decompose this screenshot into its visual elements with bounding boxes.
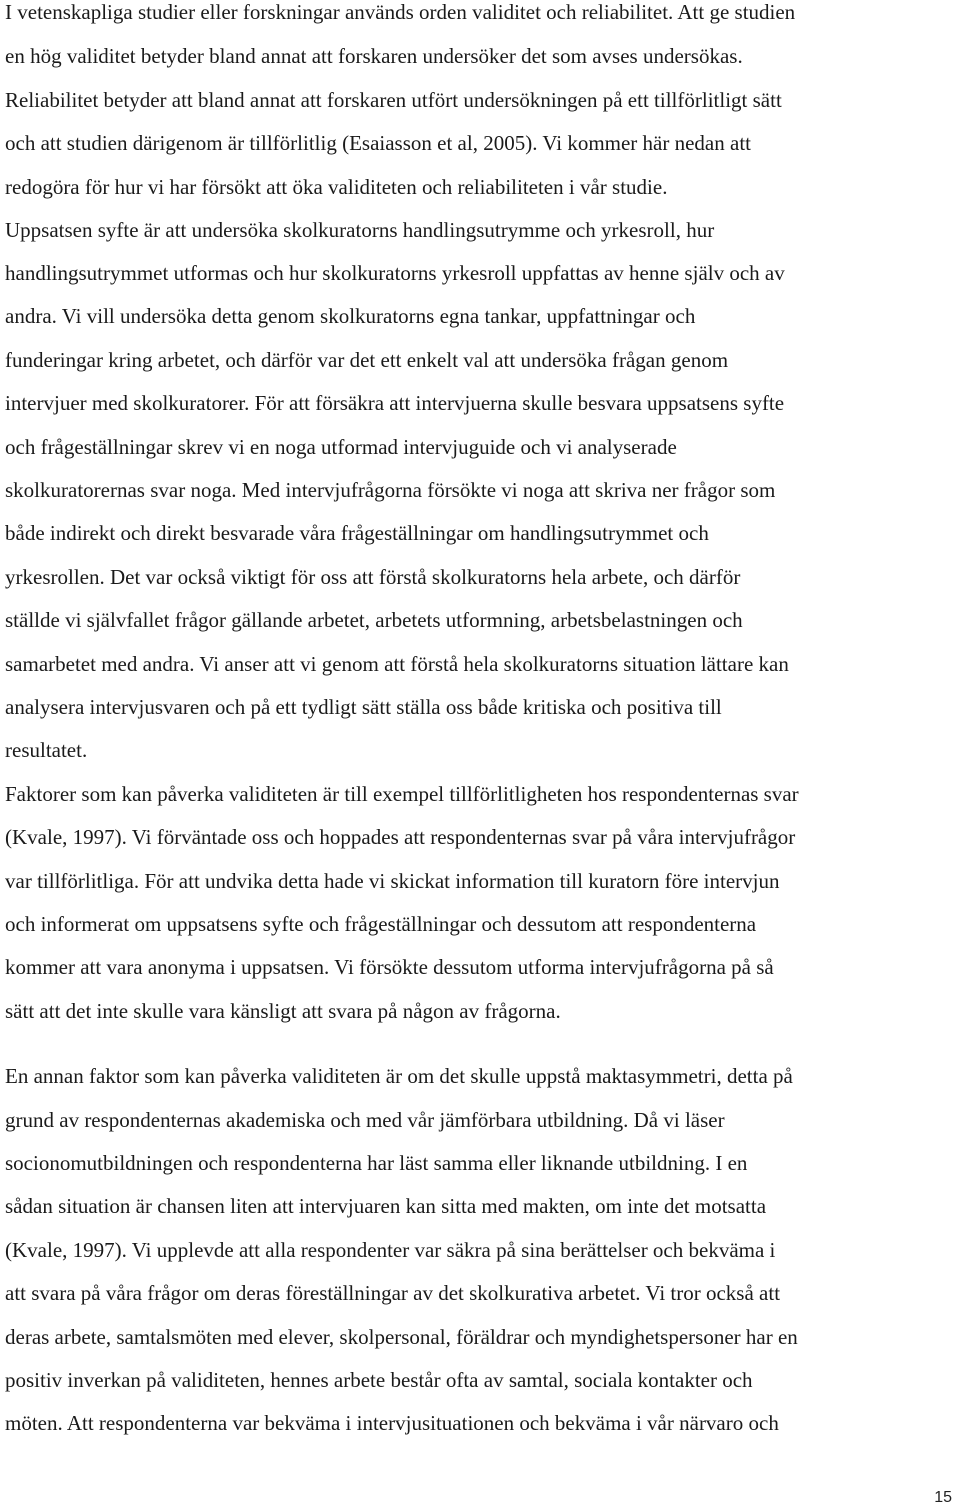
- text-line: kommer att vara anonyma i uppsatsen. Vi försökte dessutom utforma intervjufrågorna på så: [5, 955, 774, 979]
- text-line: (Kvale, 1997). Vi förväntade oss och hoppades att respondenternas svar på våra intervjufrågor: [5, 825, 796, 849]
- text-line: resultatet.: [5, 738, 88, 762]
- text-line: Faktorer som kan påverka validiteten är till exempel tillförlitligheten hos respondenternas svar: [5, 782, 799, 806]
- text-line: deras arbete, samtalsmöten med elever, skolpersonal, föräldrar och myndighetspersoner har en: [5, 1325, 798, 1349]
- text-line: och att studien därigenom är tillförlitlig (Esaiasson et al, 2005). Vi kommer här nedan att: [5, 131, 751, 155]
- text-line: var tillförlitliga. För att undvika detta hade vi skickat information till kuratorn före intervjun: [5, 869, 780, 893]
- text-line: både indirekt och direkt besvarade våra frågeställningar om handlingsutrymmet och: [5, 521, 709, 545]
- text-line: andra. Vi vill undersöka detta genom skolkuratorns egna tankar, uppfattningar och: [5, 304, 696, 328]
- text-line: skolkuratorernas svar noga. Med intervjufrågorna försökte vi noga att skriva ner frågor som: [5, 478, 776, 502]
- text-line: grund av respondenternas akademiska och med vår jämförbara utbildning. Då vi läser: [5, 1108, 725, 1132]
- text-line: redogöra för hur vi har försökt att öka validiteten och reliabiliteten i vår studie.: [5, 175, 668, 199]
- text-line: handlingsutrymmet utformas och hur skolkuratorns yrkesroll uppfattas av henne själv och av: [5, 261, 785, 285]
- text-line: möten. Att respondenterna var bekväma i intervjusituationen och bekväma i vår närvaro och: [5, 1411, 779, 1435]
- text-line: I vetenskapliga studier eller forskningar används orden validitet och reliabilitet. Att ge studien: [5, 0, 796, 24]
- text-line: och informerat om uppsatsens syfte och frågeställningar och dessutom att respondenterna: [5, 912, 757, 936]
- text-line: positiv inverkan på validiteten, hennes arbete består ofta av samtal, sociala kontakter och: [5, 1368, 753, 1392]
- text-line: yrkesrollen. Det var också viktigt för oss att förstå skolkuratorns hela arbete, och därför: [5, 565, 741, 589]
- text-line: En annan faktor som kan påverka validiteten är om det skulle uppstå maktasymmetri, detta på: [5, 1064, 793, 1088]
- page-number: 15: [934, 1489, 952, 1506]
- text-line: Reliabilitet betyder att bland annat att forskaren utfört undersökningen på ett tillförlitligt sätt: [5, 88, 782, 112]
- text-line: socionomutbildningen och respondenterna har läst samma eller liknande utbildning. I en: [5, 1151, 748, 1175]
- text-line: sätt att det inte skulle vara känsligt att svara på någon av frågorna.: [5, 999, 561, 1023]
- text-line: ställde vi självfallet frågor gällande arbetet, arbetets utformning, arbetsbelastningen och: [5, 608, 743, 632]
- text-line: Uppsatsen syfte är att undersöka skolkuratorns handlingsutrymme och yrkesroll, hur: [5, 218, 715, 242]
- text-line: en hög validitet betyder bland annat att forskaren undersöker det som avses undersökas.: [5, 44, 743, 68]
- text-line: samarbetet med andra. Vi anser att vi genom att förstå hela skolkuratorns situation lättare kan: [5, 652, 789, 676]
- text-line: (Kvale, 1997). Vi upplevde att alla respondenter var säkra på sina berättelser och bekväma i: [5, 1238, 776, 1262]
- text-line: intervjuer med skolkuratorer. För att försäkra att intervjuerna skulle besvara uppsatsens syfte: [5, 391, 785, 415]
- text-line: funderingar kring arbetet, och därför var det ett enkelt val att undersöka frågan genom: [5, 348, 729, 372]
- text-line: att svara på våra frågor om deras föreställningar av det skolkurativa arbetet. Vi tror också att: [5, 1281, 781, 1305]
- text-line: sådan situation är chansen liten att intervjuaren kan sitta med makten, om inte det motsatta: [5, 1194, 767, 1218]
- text-line: analysera intervjusvaren och på ett tydligt sätt ställa oss både kritiska och positiva till: [5, 695, 722, 719]
- text-line: och frågeställningar skrev vi en noga utformad intervjuguide och vi analyserade: [5, 435, 677, 459]
